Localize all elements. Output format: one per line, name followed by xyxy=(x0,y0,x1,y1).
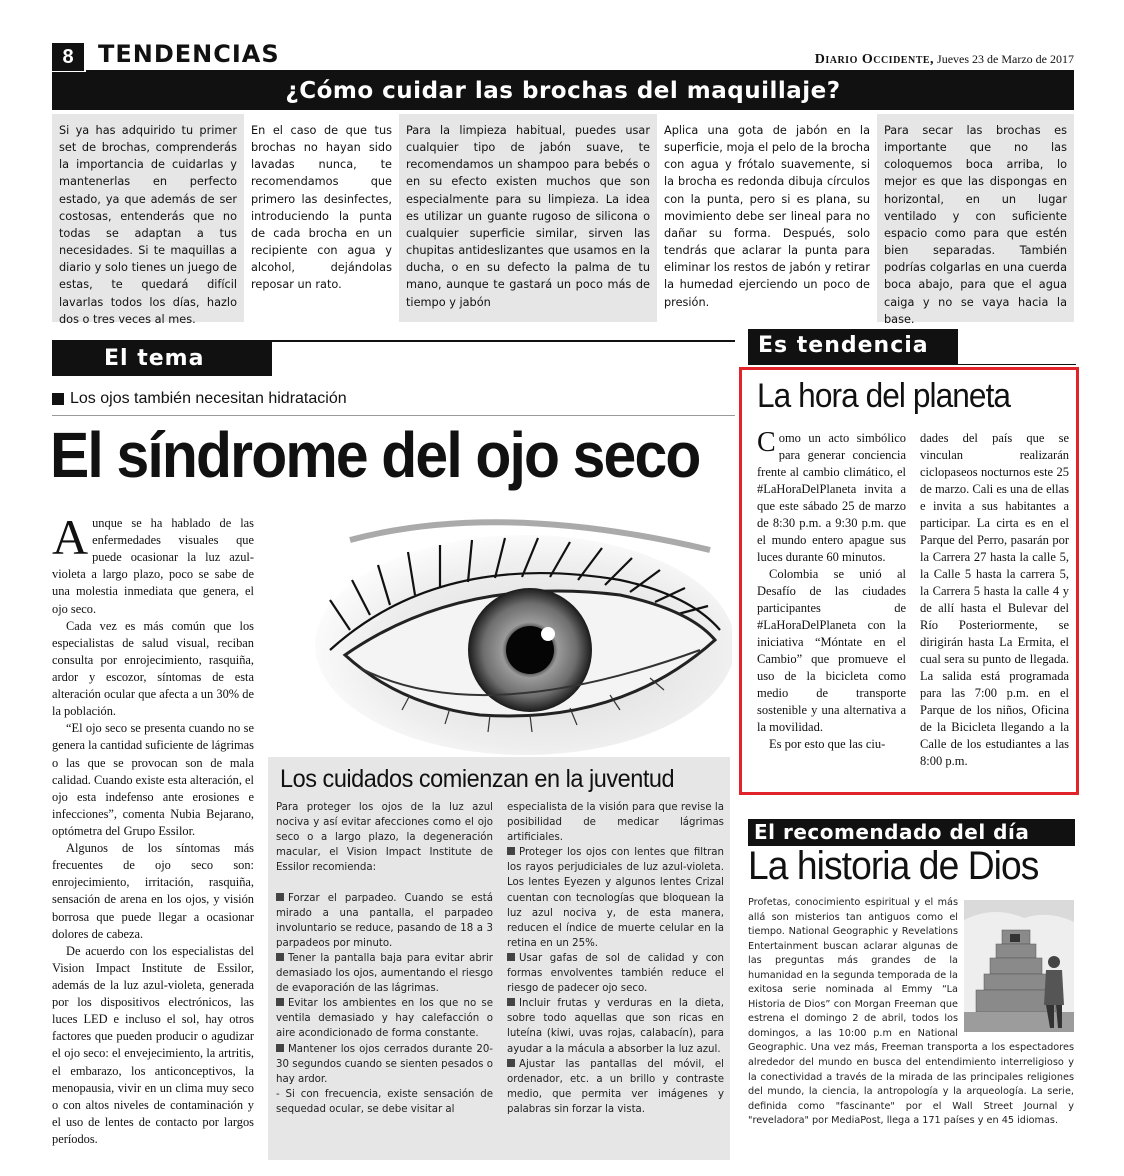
main-article-body xyxy=(52,509,254,1148)
eye-photo xyxy=(290,510,732,755)
publication-line xyxy=(815,52,1074,68)
bullet-icon xyxy=(507,847,515,855)
tendencia-tag: Es tendencia xyxy=(748,329,958,365)
top-column-2: En el caso de que tus brochas no hayan sido lavadas nunca, te recomendamos que primero las desinfectes, introduciendo la punta de cada brocha en un recipiente con agua y alcohol, dejándolas reposar un rato. xyxy=(251,124,392,292)
article-paragraph: De acuerdo con los especialistas del Vision Impact Institute de Essilor, además de la luz azul-violeta, generada por los dispositivos electrónicos, las luces LED e incluso el sol, hay otros factores que pueden producir o agudizar el ojo seco: el envejecimiento, la artritis, el embarazo, los anticonceptivos, la menopausia, vivir en un clima muy seco o con altos niveles de contaminación y el uso de lentes de contacto por largos períodos. xyxy=(52,943,254,1146)
cuidados-item: Tener la pantalla baja para evitar abrir demasiado los ojos, aumentando el riesgo de evaporación de las lágrimas. xyxy=(276,952,493,995)
main-article-title: El síndrome del ojo seco xyxy=(50,419,700,491)
tendencia-paragraph: Como un acto simbólico para generar conciencia frente al cambio climático, el #LaHoraDelPlaneta invita a que este sábado 25 de marzo de 8:30 p.m. a 9:30 p.m. que el mundo entero apague sus luces durante 60 minutos. xyxy=(757,427,906,564)
kicker-bullet-icon xyxy=(52,393,64,405)
bullet-icon xyxy=(276,953,284,961)
issue-date: Jueves 23 de Marzo de 2017 xyxy=(934,52,1074,66)
kicker-rule xyxy=(52,415,735,416)
cuidados-item: especialista de la visión para que revise la posibilidad de medicar lágrimas artificiales. xyxy=(507,802,724,844)
cuidados-item: - Si con frecuencia, existe sensación de sequedad ocular, se debe visitar al xyxy=(276,1088,493,1115)
temple-photo xyxy=(964,900,1074,1032)
top-column-5: Para secar las brochas es importante que no las coloquemos boca arriba, lo mejor es que las dispongas en horizontal, en un lugar ventilado y con suficiente espacio como para que estén bien separadas. También podrías colgarlas en una cuerda boca abajo, para que el agua caiga y no se vaya hacia la base. xyxy=(877,114,1074,322)
eye-illustration xyxy=(290,510,732,755)
bullet-icon xyxy=(276,893,284,901)
top-column-1: Si ya has adquirido tu primer set de brochas, comprenderás la importancia de cuidarlas y mantenerlas en perfecto estado, ya que además de ser costosas, entenderás que no todas se adaptan a tus necesidades. Si te maquillas a diario y solo tienes un juego de estas, te quedará difícil lavarlas todos los días, hazlo dos o tres veces al mes. xyxy=(52,114,244,322)
bullet-icon xyxy=(276,1044,284,1052)
kicker-text: Los ojos también necesitan hidratación xyxy=(70,390,347,407)
top-article-columns xyxy=(52,114,1074,326)
cuidados-item: Evitar los ambientes en los que no se ventila demasiado y hay calefacción o aire acondicionado de forma constante. xyxy=(276,998,493,1040)
cuidados-column-2 xyxy=(507,800,724,1117)
section-name: TENDENCIAS xyxy=(98,40,280,68)
article-paragraph: Algunos de los síntomas más frecuentes de ojo seco son: enrojecimiento, irritación, rasquiña, sensación de arena en los ojos, y visión borrosa que puede llegar a ocasionar dolores de cabeza. xyxy=(52,841,254,941)
cuidados-column-1 xyxy=(276,800,493,1117)
article-paragraph: Cada vez es más común que los especialistas de salud visual, reciban consulta por enrojecimiento, rasquiña, ardor y escozor, síntomas de esta alteración ocular que afecta a un 30% de la población. xyxy=(52,618,254,719)
bullet-icon xyxy=(276,998,284,1006)
top-column-3: Para la limpieza habitual, puedes usar cualquier tipo de jabón suave, te recomendamos un shampoo para bebés o en su efecto existen muchos que son especialmente para su limpieza. La idea es utilizar un guante rugoso de silicona o cualquier superficie similar, sirven las chupitas antideslizantes que usamos en la ducha, o en su defecto la palma de tu mano, aunque te gastará un poco más de tiempo y jabón xyxy=(399,114,657,322)
bullet-icon xyxy=(507,998,515,1006)
cuidados-intro: Para proteger los ojos de la luz azul nociva y así evitar afecciones como el ojo seco o a largo plazo, la degeneración macular, el Vision Impact Institute de Essilor recomienda: xyxy=(276,802,493,874)
tendencia-column-1 xyxy=(757,427,906,770)
cuidados-item: Usar gafas de sol de calidad y con formas envolventes también reduce el riesgo de padecer ojo seco. xyxy=(507,952,724,995)
recomendado-tag: El recomendado del día xyxy=(748,819,1075,846)
cuidados-item: Proteger los ojos con lentes que filtran los rayos perjudiciales de luz azul-violeta. Los lentes Eyezen y algunos lentes Crizal cuentan con tecnologías que bloquean la luz azul nociva y, de esta manera, reducen el índice de muerte celular en la retina en un 25%. xyxy=(507,847,724,949)
tendencia-column-2 xyxy=(920,430,1069,770)
recomendado-title: La historia de Dios xyxy=(748,844,1039,888)
cuidados-item: Incluir frutas y verduras en la dieta, sobre todo aquellas que son ricas en luteína (kiwi, uvas rojas, calabacín), para ayudar a la mácula a absorber la luz azul. xyxy=(507,998,724,1055)
bullet-icon xyxy=(507,1059,515,1067)
top-headline: ¿Cómo cuidar las brochas del maquillaje? xyxy=(52,72,1074,110)
tema-tag: El tema xyxy=(52,342,272,376)
recomendado-body xyxy=(748,896,1074,1129)
article-paragraph: Aunque se ha hablado de las enfermedades visuales que puede ocasionar la luz azul-violeta a largo plazo, poco se sabe de una molestia inmediata que genera, el ojo seco. xyxy=(52,509,254,616)
newspaper-name: Diario Occidente, xyxy=(814,52,935,67)
tendencia-columns xyxy=(757,427,1069,770)
cuidados-title: Los cuidados comienzan en la juventud xyxy=(280,765,675,793)
tendencia-paragraph: Colombia se unió al Desafío de las ciudades participantes de #LaHoraDelPlaneta con la iniciativa “Móntate en el Cambio” que promueve el uso de la bicicleta como medio de transporte sostenible y una alternativa a la movilidad. xyxy=(757,567,906,734)
tendencia-paragraph: dades del país que se vinculan realizarán ciclopaseos nocturnos este 25 de marzo. Cali es una de ellas e invita a sus habitantes a participar. La cirta es en el Parque del Perro, pasarán por la Carrera 27 hasta la calle 5, la Calle 5 hasta la carrera 5, la Carrera 5 hasta la calle 4 y de allí hasta el Bulevar del Río Posteriormente, se dirigirán hasta La Ermita, el cual sera su punto de llegada. La salida está programada para las 7:00 p.m. en el Parque de los niños, Oficina de la Bicicleta llegando a la Calle de los estudiantes a las 8:00 p.m. xyxy=(920,431,1069,768)
top-column-4: Aplica una gota de jabón en la superficie, moja el pelo de la brocha con agua y frótalo suavemente, si la brocha es redonda dibuja círculos con la punta, pero si es plana, su movimiento debe ser lineal para no dañar su forma. Después, solo tendrás que aclarar la punta para eliminar los restos de jabón y retirar la humedad ejerciendo un poco de presión. xyxy=(664,124,870,309)
cuidados-columns xyxy=(276,800,724,1117)
recomendado-text: Profetas, conocimiento espiritual y el más allá son misterios tan antiguos como el tiempo. National Geographic y Revelations Entertainment buscan aclarar algunas de las preguntas más grandes de la humanidad en la segunda temporada de la exitosa serie nominada al Emmy “La Historia de Dios” con Morgan Freeman que estrena el domingo 2 de abril, todos los domingos, a las 10:00 p.m en National Geographic. Una vez más, Freeman transporta a los espectadores alrededor del mundo en busca del entendimiento interreligioso y la conectividad a través de la mirada de las principales religiones del mundo, la ciencia, la antropología y la arqueología. La serie, definida como "fascinante" por el Wall Street Journal y "reveladora" por MediaPost, llega a 171 países y en 45 idiomas. xyxy=(748,897,1074,1127)
kicker xyxy=(52,390,347,408)
tendencia-paragraph: Es por esto que las ciu- xyxy=(769,737,886,751)
cuidados-item: Mantener los ojos cerrados durante 20-30 segundos cuando se sienten pesados o hay ardor. xyxy=(276,1043,493,1085)
tendencia-rule xyxy=(748,364,1076,365)
drop-cap: A xyxy=(52,509,89,565)
cuidados-item: Ajustar las pantallas del móvil, el ordenador, etc. a un brillo y contraste medio, que permita ver imágenes y palabras sin forzar la vista. xyxy=(507,1058,724,1115)
tendencia-title: La hora del planeta xyxy=(757,377,1011,415)
article-paragraph: “El ojo seco se presenta cuando no se genera la cantidad suficiente de lágrimas o las que se provocan son de mala calidad. Cuando existe esta alteración, el ojo esta indefenso ante erosiones e infecciones”, comenta Nubia Bejarano, optómetra del Grupo Essilor. xyxy=(52,721,254,838)
drop-cap: C xyxy=(757,427,776,458)
page-number: 8 xyxy=(52,43,84,71)
bullet-icon xyxy=(507,953,515,961)
cuidados-item: Forzar el parpadeo. Cuando se está mirado a una pantalla, el parpadeo involuntario se reduce, pasando de 18 a 3 parpadeos por minuto. xyxy=(276,892,493,949)
